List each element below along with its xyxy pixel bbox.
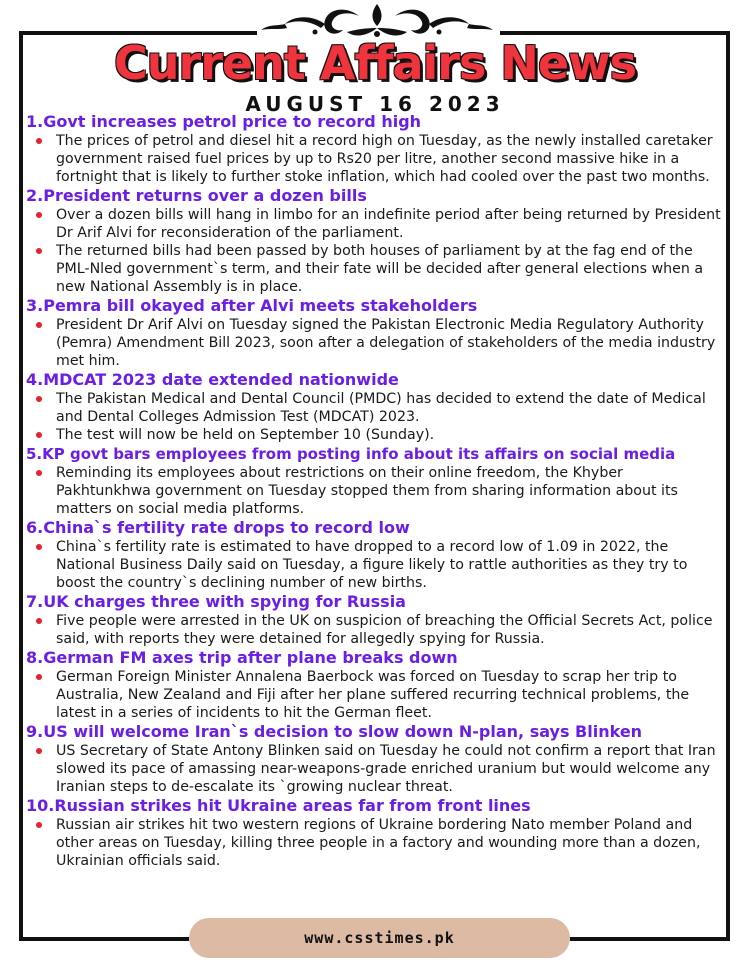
news-heading: 1.Govt increases petrol price to record high	[26, 112, 422, 131]
frame-border-bottom-left	[19, 937, 189, 941]
news-item	[26, 444, 726, 518]
news-item	[26, 592, 726, 648]
news-point: The Pakistan Medical and Dental Council (PMDC) has decided to extend the date of Medical and Dental Colleges Admission Test (MDCAT) 2023.	[26, 390, 726, 426]
news-item	[26, 722, 726, 796]
news-points	[26, 316, 726, 370]
news-item	[26, 648, 726, 722]
news-item	[26, 518, 726, 592]
news-points	[26, 538, 726, 592]
news-points	[26, 742, 726, 796]
news-heading: 10.Russian strikes hit Ukraine areas far from front lines	[26, 796, 531, 815]
website-link[interactable]: www.csstimes.pk	[189, 918, 570, 958]
news-list	[26, 112, 726, 870]
news-heading: 9.US will welcome Iran`s decision to slow down N-plan, says Blinken	[26, 722, 643, 741]
news-point: Russian air strikes hit two western regions of Ukraine bordering Nato member Poland and other areas on Tuesday, killing three people in a factory and wounding more than a dozen, Ukrainian officials said.	[26, 816, 726, 870]
news-item	[26, 296, 726, 370]
news-item	[26, 112, 726, 186]
news-point: The test will now be held on September 10 (Sunday).	[26, 426, 726, 444]
news-heading: 4.MDCAT 2023 date extended nationwide	[26, 370, 399, 389]
news-points	[26, 390, 726, 444]
news-heading: 3.Pemra bill okayed after Alvi meets stakeholders	[26, 296, 478, 315]
frame-border-top-left	[19, 31, 257, 35]
news-point: The returned bills had been passed by both houses of parliament by at the fag end of the PML-Nled government`s term, and their fate will be decided after general elections when a new National Assembly is in place.	[26, 242, 726, 296]
frame-border-right	[726, 31, 730, 941]
frame-border-bottom-right	[570, 937, 730, 941]
news-heading: 8.German FM axes trip after plane breaks down	[26, 648, 458, 667]
news-point: President Dr Arif Alvi on Tuesday signed the Pakistan Electronic Media Regulatory Authority (Pemra) Amendment Bill 2023, soon after a delegation of stakeholders of the media industry met him.	[26, 316, 726, 370]
news-point: US Secretary of State Antony Blinken said on Tuesday he could not confirm a report that Iran slowed its pace of amassing near-weapons-grade enriched uranium but would welcome any Iranian steps to de-escalate its `growing nuclear threat.	[26, 742, 726, 796]
news-points	[26, 612, 726, 648]
news-point: Five people were arrested in the UK on suspicion of breaching the Official Secrets Act, police said, with reports they were detained for allegedly spying for Russia.	[26, 612, 726, 648]
news-heading: 5.KP govt bars employees from posting info about its affairs on social media	[26, 445, 676, 463]
news-point: China`s fertility rate is estimated to have dropped to a record low of 1.09 in 2022, the National Business Daily said on Tuesday, a figure likely to rattle authorities as they try to boost the country`s declining number of new births.	[26, 538, 726, 592]
news-points	[26, 206, 726, 296]
news-heading: 2.President returns over a dozen bills	[26, 186, 367, 205]
news-point: Reminding its employees about restrictions on their online freedom, the Khyber Pakhtunkhwa government on Tuesday stopped them from sharing information about its matters on social media platforms.	[26, 464, 726, 518]
page-title: Current Affairs News	[114, 36, 636, 90]
news-item	[26, 186, 726, 296]
news-points	[26, 816, 726, 870]
news-item	[26, 370, 726, 444]
frame-border-top-right	[500, 31, 730, 35]
news-point: Over a dozen bills will hang in limbo for an indefinite period after being returned by President Dr Arif Alvi for reconsideration of the parliament.	[26, 206, 726, 242]
news-item	[26, 796, 726, 870]
frame-border-left	[19, 31, 23, 941]
news-points	[26, 464, 726, 518]
page-date: AUGUST 16 2023	[245, 92, 505, 116]
news-point: German Foreign Minister Annalena Baerbock was forced on Tuesday to scrap her trip to Australia, New Zealand and Fiji after her plane suffered recurring technical problems, the latest in a series of incidents to hit the German fleet.	[26, 668, 726, 722]
news-point: The prices of petrol and diesel hit a record high on Tuesday, as the newly installed caretaker government raised fuel prices by up to Rs20 per litre, another second massive hike in a fortnight that is likely to further stoke inflation, which had cooled over the past two months.	[26, 132, 726, 186]
news-points	[26, 668, 726, 722]
news-heading: 7.UK charges three with spying for Russia	[26, 592, 406, 611]
news-heading: 6.China`s fertility rate drops to record low	[26, 518, 410, 537]
news-points	[26, 132, 726, 186]
